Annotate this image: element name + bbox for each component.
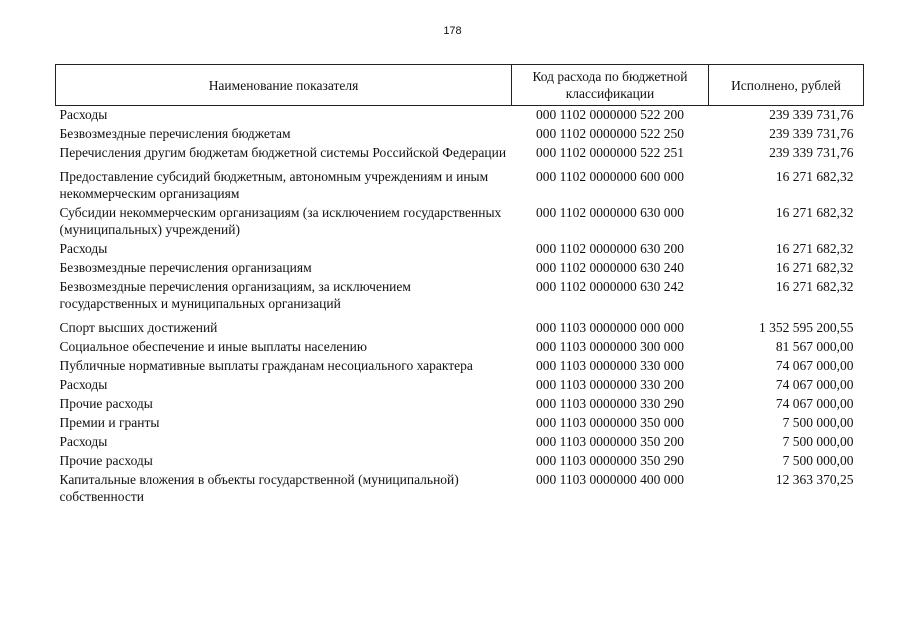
row-name: Субсидии некоммерческим организациям (за исключением государственных (муниципальных) учреждений): [59, 205, 502, 237]
table-row: [56, 278, 864, 314]
table-row: [56, 314, 864, 338]
header-name: Наименование показателя: [56, 65, 512, 106]
row-code: 000 1103 0000000 350 000: [536, 415, 684, 430]
row-code: 000 1102 0000000 600 000: [536, 169, 684, 184]
row-amount: 1 352 595 200,55: [759, 320, 854, 335]
row-name: Расходы: [59, 107, 108, 122]
row-name: Спорт высших достижений: [59, 320, 218, 335]
row-code: 000 1103 0000000 300 000: [536, 339, 684, 354]
row-name: Премии и гранты: [59, 415, 160, 430]
row-code: 000 1103 0000000 330 290: [536, 396, 684, 411]
row-code: 000 1102 0000000 630 000: [536, 205, 684, 220]
table-row: [56, 414, 864, 433]
table-row: [56, 376, 864, 395]
row-amount: 239 339 731,76: [769, 145, 854, 160]
table-row: [56, 338, 864, 357]
row-name: Расходы: [59, 377, 108, 392]
row-code: 000 1103 0000000 330 200: [536, 377, 684, 392]
row-amount: 16 271 682,32: [775, 279, 854, 294]
row-amount: 7 500 000,00: [782, 453, 854, 468]
table-row: [56, 106, 864, 126]
row-code: 000 1102 0000000 630 240: [536, 260, 684, 275]
table-row: [56, 204, 864, 240]
row-code: 000 1103 0000000 350 200: [536, 434, 684, 449]
table-row: [56, 125, 864, 144]
row-name: Прочие расходы: [59, 396, 153, 411]
row-code: 000 1102 0000000 630 200: [536, 241, 684, 256]
row-amount: 74 067 000,00: [775, 358, 854, 373]
row-amount: 16 271 682,32: [775, 169, 854, 184]
row-amount: 74 067 000,00: [775, 377, 854, 392]
row-amount: 74 067 000,00: [775, 396, 854, 411]
row-name: Безвозмездные перечисления организациям, за исключением государственных и муниципальных организаций: [59, 279, 411, 311]
table-row: [56, 259, 864, 278]
table-row: [56, 452, 864, 471]
page-number: 178: [443, 25, 462, 37]
row-code: 000 1103 0000000 400 000: [536, 472, 684, 487]
header-amount: Исполнено, рублей: [709, 65, 864, 106]
row-name: Расходы: [59, 434, 108, 449]
row-amount: 16 271 682,32: [775, 205, 854, 220]
table-row: [56, 357, 864, 376]
header-code: Код расхода по бюджетной классификации: [512, 65, 709, 106]
row-name: Социальное обеспечение и иные выплаты населению: [59, 339, 367, 354]
row-name: Безвозмездные перечисления организациям: [59, 260, 312, 275]
row-amount: 81 567 000,00: [775, 339, 854, 354]
row-amount: 7 500 000,00: [782, 434, 854, 449]
table-row: [56, 471, 864, 507]
row-amount: 16 271 682,32: [775, 260, 854, 275]
row-name: Расходы: [59, 241, 108, 256]
row-name: Предоставление субсидий бюджетным, автономным учреждениям и иным некоммерческим организациям: [59, 169, 489, 201]
row-code: 000 1103 0000000 000 000: [536, 320, 684, 335]
row-amount: 7 500 000,00: [782, 415, 854, 430]
row-amount: 239 339 731,76: [769, 126, 854, 141]
row-amount: 16 271 682,32: [775, 241, 854, 256]
table-header: [56, 65, 864, 106]
table-row: [56, 144, 864, 163]
row-name: Безвозмездные перечисления бюджетам: [59, 126, 291, 141]
row-name: Капитальные вложения в объекты государственной (муниципальной) собственности: [59, 472, 459, 504]
table-row: [56, 240, 864, 259]
row-code: 000 1103 0000000 330 000: [536, 358, 684, 373]
row-name: Публичные нормативные выплаты гражданам несоциального характера: [59, 358, 473, 373]
row-name: Прочие расходы: [59, 453, 153, 468]
row-code: 000 1102 0000000 522 200: [536, 107, 684, 122]
table-row: [56, 163, 864, 204]
row-amount: 12 363 370,25: [775, 472, 854, 487]
row-code: 000 1102 0000000 522 251: [536, 145, 684, 160]
budget-table: [55, 64, 864, 507]
row-name: Перечисления другим бюджетам бюджетной системы Российской Федерации: [59, 145, 507, 160]
row-code: 000 1103 0000000 350 290: [536, 453, 684, 468]
table-row: [56, 433, 864, 452]
row-code: 000 1102 0000000 630 242: [536, 279, 684, 294]
row-code: 000 1102 0000000 522 250: [536, 126, 684, 141]
row-amount: 239 339 731,76: [769, 107, 854, 122]
table-row: [56, 395, 864, 414]
